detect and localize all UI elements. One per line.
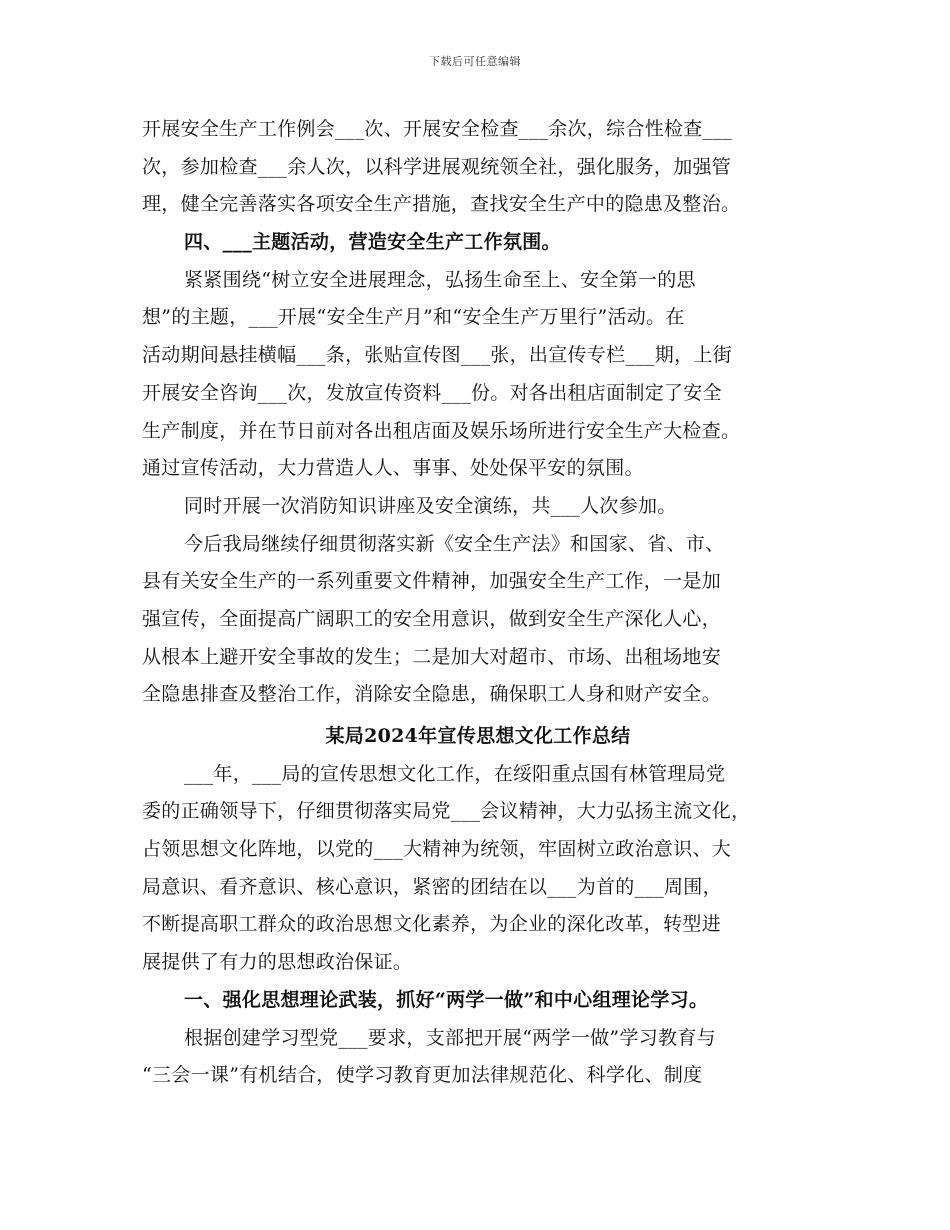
paragraph-line: 委的正确领导下，仔细贯彻落实局党___会议精神，大力弘扬主流文化， (142, 800, 751, 823)
paragraph-line: 开展安全咨询___次，发放宣传资料___份。对各出租店面制定了安全 (142, 381, 722, 404)
section-heading: 四、___主题活动，营造安全生产工作氛围。 (184, 231, 561, 254)
paragraph-line: 想”的主题，___开展“安全生产月”和“安全生产万里行”活动。在 (142, 306, 685, 329)
paragraph-line: 根据创建学习型党___要求，支部把开展“两学一做”学习教育与 (184, 1026, 716, 1049)
paragraph-line: 不断提高职工群众的政治思想文化素养，为企业的深化改革，转型进 (142, 913, 722, 936)
paragraph-line: 全隐患排查及整治工作，消除安全隐患，确保职工人身和财产安全。 (142, 683, 722, 706)
paragraph-line: 强宣传，全面提高广阔职工的安全用意识，做到安全生产深化人心， (142, 607, 722, 630)
paragraph-line: 县有关安全生产的一系列重要文件精神，加强安全生产工作，一是加 (142, 570, 722, 593)
section-heading: 一、强化思想理论武装，抓好“两学一做”和中心组理论学习。 (184, 988, 709, 1011)
paragraph-line: 活动期间悬挂横幅___条，张贴宣传图___张，出宣传专栏___期，上街 (142, 344, 733, 367)
paragraph-line: 开展安全生产工作例会___次、开展安全检查___余次，综合性检查___ (142, 118, 733, 140)
paragraph-line: 局意识、看齐意识、核心意识，紧密的团结在以___为首的___周围， (142, 875, 722, 898)
paragraph-line: 理，健全完善落实各项安全生产措施，查找安全生产中的隐患及整治。 (142, 193, 741, 216)
paragraph-line: “三会一课”有机结合，使学习教育更加法律规范化、科学化、制度 (142, 1064, 703, 1087)
paragraph-line: 展提供了有力的思想政治保证。 (142, 951, 413, 974)
paragraph-line: 次，参加检查___余人次，以科学进展观统领全社，强化服务，加强管 (142, 155, 732, 178)
page-header: 下载后可任意编辑 (429, 55, 521, 68)
paragraph-line: 紧紧围绕“树立安全进展理念，弘扬生命至上、安全第一的思 (184, 268, 696, 291)
paragraph-line: 同时开展一次消防知识讲座及安全演练，共___人次参加。 (184, 494, 677, 517)
paragraph-line: 占领思想文化阵地，以党的___大精神为统领，牢固树立政治意识、大 (142, 838, 732, 861)
document-body (142, 111, 814, 1095)
paragraph-line: 今后我局继续仔细贯彻落实新《安全生产法》和国家、省、市、 (184, 532, 725, 555)
paragraph-line: 从根本上避开安全事故的发生；二是加大对超市、市场、出租场地安 (142, 645, 722, 668)
article-title: 某局2024年宣传思想文化工作总结 (325, 725, 631, 747)
paragraph-line: ___年，___局的宣传思想文化工作，在绥阳重点国有林管理局党 (184, 762, 726, 785)
paragraph-line: 通过宣传活动，大力营造人人、事事、处处保平安的氛围。 (142, 457, 644, 480)
paragraph-line: 生产制度，并在节日前对各出租店面及娱乐场所进行安全生产大检查。 (142, 419, 741, 442)
